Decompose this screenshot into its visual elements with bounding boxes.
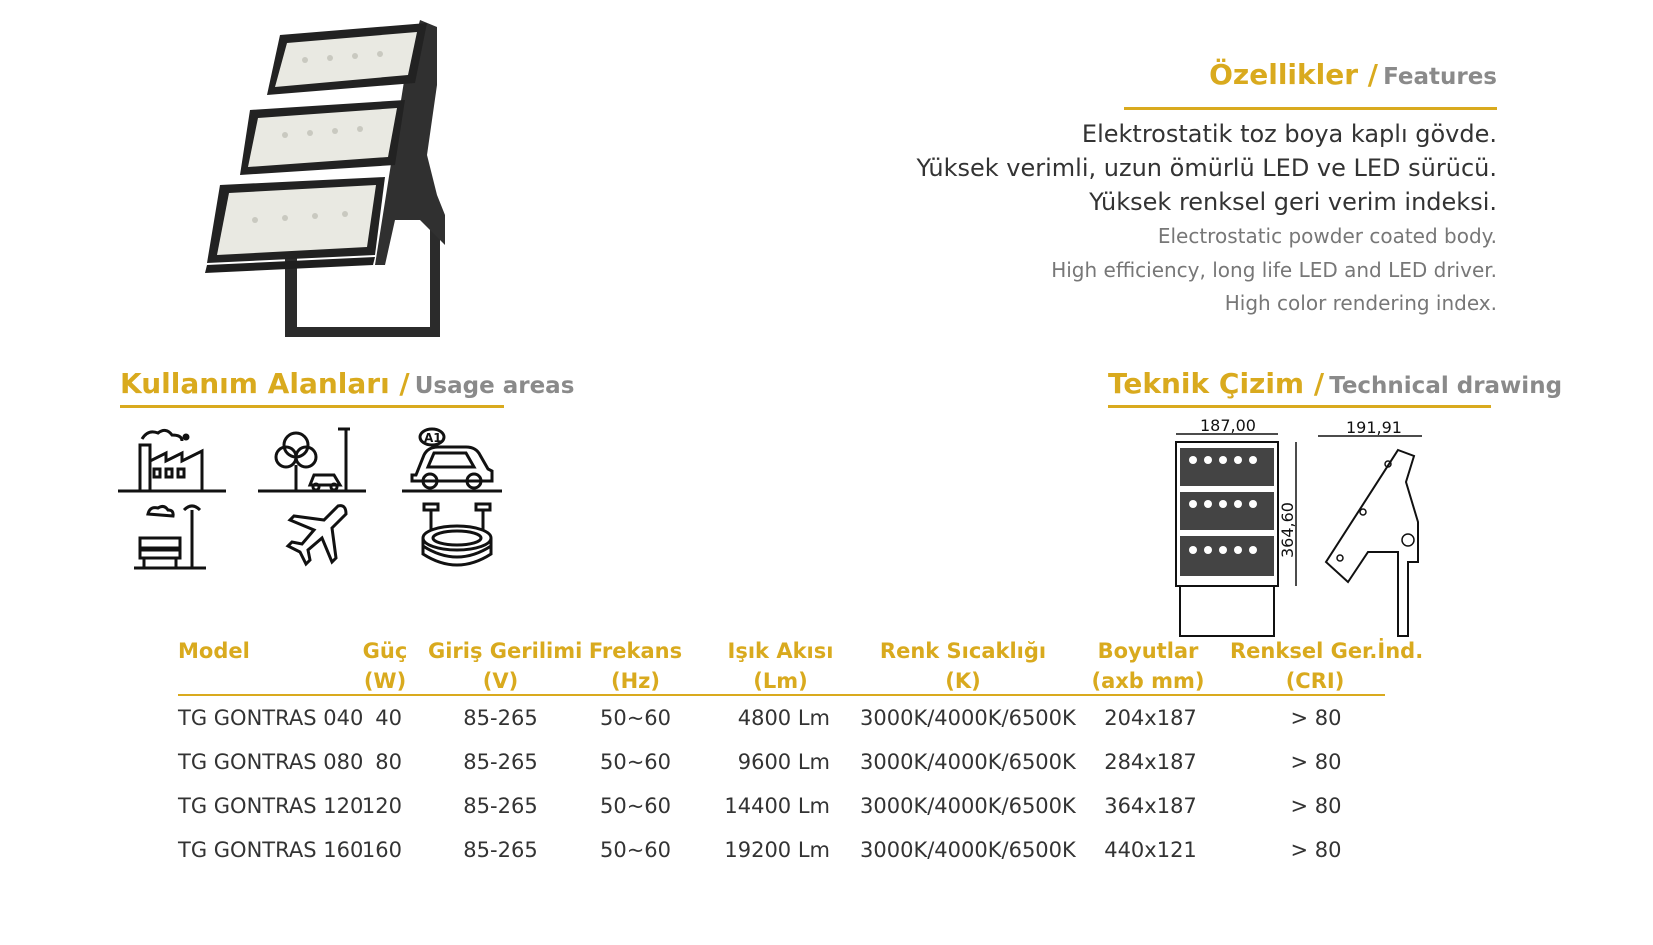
cell-luminous-flux: 9600 Lm	[737, 750, 830, 774]
drawing-title-tr: Teknik Çizim /	[1108, 367, 1325, 400]
cell-color-temp: 3000K/4000K/6500K	[860, 706, 1076, 730]
usage-title-en: Usage areas	[414, 373, 575, 399]
feature-line-en-2: High efficiency, long life LED and LED driver.	[1051, 258, 1497, 282]
feature-line-tr-3: Yüksek renksel geri verim indeksi.	[1089, 188, 1497, 216]
features-title	[1209, 58, 1497, 91]
dim-front-width: 187,00	[1200, 416, 1256, 435]
technical-drawing	[1168, 412, 1438, 644]
cell-model: TG GONTRAS 080	[178, 750, 364, 774]
col-header-model: Model	[178, 639, 250, 663]
dim-height: 364,60	[1278, 502, 1297, 558]
cell-power: 120	[361, 794, 402, 818]
cell-voltage: 85-265	[463, 838, 538, 862]
drawing-title	[1108, 367, 1562, 400]
cell-voltage: 85-265	[463, 794, 538, 818]
drawing-title-en: Technical drawing	[1329, 373, 1563, 399]
cell-frequency: 50~60	[599, 794, 672, 818]
table-row	[178, 792, 1385, 824]
col-header-cri: Renksel Ger.İnd. (CRI)	[1230, 639, 1424, 693]
cell-luminous-flux: 14400 Lm	[724, 794, 830, 818]
cell-dimensions: 440x121	[1104, 838, 1197, 862]
park-street-icon	[258, 425, 366, 495]
cell-cri: > 80	[1290, 794, 1342, 818]
cell-power: 80	[375, 750, 402, 774]
usage-underline	[120, 405, 504, 408]
table-header	[178, 636, 1424, 696]
col-header-dimensions: Boyutlar (axb mm)	[1091, 639, 1205, 693]
col-header-voltage: Giriş Gerilimi (V)	[428, 639, 583, 693]
stadium-icon	[418, 500, 498, 572]
table-body	[178, 704, 1385, 880]
cell-frequency: 50~60	[599, 838, 672, 862]
cell-luminous-flux: 4800 Lm	[737, 706, 830, 730]
feature-line-en-3: High color rendering index.	[1224, 291, 1497, 315]
feature-line-tr-2: Yüksek verimli, uzun ömürlü LED ve LED sürücü.	[916, 154, 1497, 182]
factory-icon	[118, 425, 226, 495]
feature-line-tr-1: Elektrostatik toz boya kaplı gövde.	[1081, 120, 1497, 148]
cell-dimensions: 284x187	[1104, 750, 1197, 774]
features-title-en: Features	[1383, 64, 1497, 90]
table-header-rule	[178, 694, 1385, 696]
cell-luminous-flux: 19200 Lm	[724, 838, 830, 862]
cell-cri: > 80	[1290, 750, 1342, 774]
product-image	[205, 15, 465, 365]
cell-power: 160	[361, 838, 402, 862]
drawing-underline	[1108, 405, 1491, 408]
col-header-color-temp: Renk Sıcaklığı (K)	[879, 639, 1047, 693]
cell-voltage: 85-265	[463, 706, 538, 730]
feature-line-en-1: Electrostatic powder coated body.	[1157, 224, 1497, 248]
cell-model: TG GONTRAS 040	[178, 706, 364, 730]
dim-side-width: 191,91	[1346, 418, 1402, 437]
features-underline	[1124, 107, 1497, 110]
cell-frequency: 50~60	[599, 750, 672, 774]
cell-dimensions: 204x187	[1104, 706, 1197, 730]
table-row	[178, 748, 1385, 780]
cell-model: TG GONTRAS 160	[178, 838, 364, 862]
cell-dimensions: 364x187	[1104, 794, 1197, 818]
cell-model: TG GONTRAS 120	[178, 794, 364, 818]
cell-color-temp: 3000K/4000K/6500K	[860, 838, 1076, 862]
col-header-power: Güç (W)	[362, 639, 408, 693]
table-row	[178, 836, 1385, 868]
usage-title	[120, 367, 574, 400]
car-parking-icon	[402, 425, 502, 495]
usage-title-tr: Kullanım Alanları /	[120, 367, 410, 400]
cell-color-temp: 3000K/4000K/6500K	[860, 750, 1076, 774]
cell-power: 40	[375, 706, 402, 730]
park-bench-icon	[130, 500, 210, 572]
features-title-tr: Özellikler /	[1209, 58, 1378, 91]
cell-color-temp: 3000K/4000K/6500K	[860, 794, 1076, 818]
cell-frequency: 50~60	[599, 706, 672, 730]
cell-cri: > 80	[1290, 706, 1342, 730]
col-header-luminous-flux: Işık Akısı (Lm)	[727, 639, 834, 693]
airport-icon	[280, 500, 348, 572]
features-section	[916, 58, 1497, 318]
col-header-frequency: Frekans (Hz)	[588, 639, 683, 693]
table-row	[178, 704, 1385, 736]
cell-cri: > 80	[1290, 838, 1342, 862]
car-badge: A1	[424, 431, 442, 445]
cell-voltage: 85-265	[463, 750, 538, 774]
